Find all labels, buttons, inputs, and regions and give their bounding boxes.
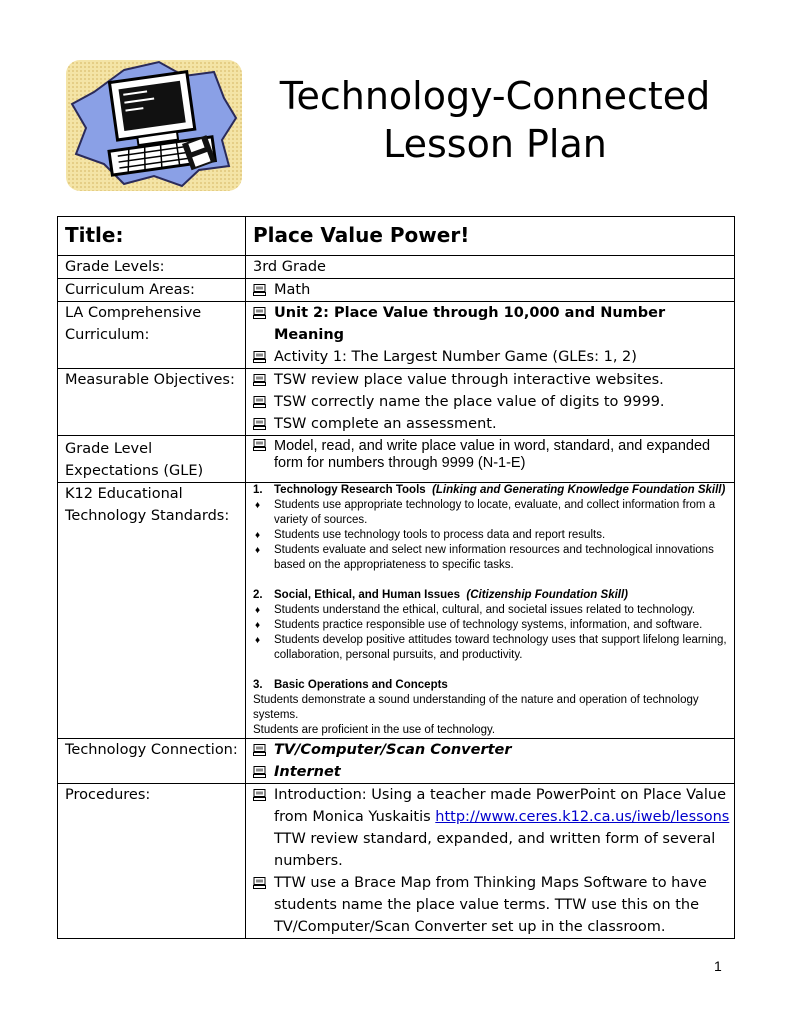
procedure-1-text-cont: TTW review standard, expanded, and written form of several numbers. xyxy=(274,831,716,869)
la-item-2: Activity 1: The Largest Number Game (GLEs: 1, 2) xyxy=(274,349,637,365)
standard-title: Technology Research Tools xyxy=(274,484,426,496)
title-line-1: Technology-Connected xyxy=(279,74,711,118)
gle-value: Model, read, and write place value in word, standard, and expanded form for numbers through 9999 (N-1-E) xyxy=(274,438,711,471)
lesson-plan-table xyxy=(57,216,735,939)
computer-bullet-icon xyxy=(253,744,266,756)
tech-item-2: Internet xyxy=(274,764,341,780)
diamond-bullet-icon: ♦ xyxy=(255,500,261,511)
standard-title: Social, Ethical, and Human Issues xyxy=(274,589,460,601)
grade-row xyxy=(58,256,735,279)
gle-label-line1: Grade Level xyxy=(65,441,153,457)
computer-bullet-icon xyxy=(253,351,266,363)
list-item xyxy=(253,279,730,301)
la-row xyxy=(58,302,735,369)
list-item xyxy=(253,302,730,346)
list-item xyxy=(253,391,730,413)
computer-bullet-icon xyxy=(253,439,266,451)
tech-label: Technology Connection: xyxy=(65,742,238,758)
list-item xyxy=(253,346,730,368)
standard-item: Students evaluate and select new information resources and technological innovations based on the appropriateness to specific tasks. xyxy=(274,544,714,571)
curriculum-value: Math xyxy=(274,282,311,298)
la-item-1: Unit 2: Place Value through 10,000 and Number Meaning xyxy=(274,305,666,343)
list-item xyxy=(253,603,730,618)
list-item xyxy=(253,761,730,783)
list-item xyxy=(253,618,730,633)
computer-bullet-icon xyxy=(253,877,266,889)
list-item xyxy=(253,413,730,435)
gle-row xyxy=(58,436,735,483)
tech-item-1: TV/Computer/Scan Converter xyxy=(274,742,512,758)
grade-label: Grade Levels: xyxy=(65,259,165,275)
k12-label-line2: Technology Standards: xyxy=(65,508,230,524)
standard-heading-2 xyxy=(253,588,730,603)
tech-row xyxy=(58,739,735,784)
list-item xyxy=(253,739,730,761)
diamond-bullet-icon: ♦ xyxy=(255,530,261,541)
diamond-bullet-icon: ♦ xyxy=(255,605,261,616)
standard-number: 2. xyxy=(253,589,263,601)
list-item xyxy=(253,369,730,391)
computer-bullet-icon xyxy=(253,284,266,296)
computer-bullet-icon xyxy=(253,766,266,778)
standard-skill: (Linking and Generating Knowledge Foundation Skill) xyxy=(432,484,726,496)
procedures-label: Procedures: xyxy=(65,787,151,803)
la-label-line1: LA Comprehensive xyxy=(65,305,202,321)
k12-row xyxy=(58,483,735,739)
list-item xyxy=(253,543,730,573)
computer-bullet-icon xyxy=(253,396,266,408)
standard-item: Students understand the ethical, cultural, and societal issues related to technology. xyxy=(274,604,696,616)
title-line-2: Lesson Plan xyxy=(383,122,607,166)
standard-item: Students develop positive attitudes toward technology uses that support lifelong learning, collaboration, personal pursuits, and productivity. xyxy=(274,634,727,661)
standard-heading-3 xyxy=(253,678,730,693)
diamond-bullet-icon: ♦ xyxy=(255,620,261,631)
k12-label-line1: K12 Educational xyxy=(65,486,183,502)
list-item xyxy=(253,436,730,478)
diamond-bullet-icon: ♦ xyxy=(255,635,261,646)
diamond-bullet-icon: ♦ xyxy=(255,545,261,556)
list-item xyxy=(253,633,730,663)
computer-bullet-icon xyxy=(253,789,266,801)
standard-title: Basic Operations and Concepts xyxy=(274,679,448,691)
standard-heading-1 xyxy=(253,483,730,498)
procedure-2-text: TTW use a Brace Map from Thinking Maps Software to have students name the place value terms. TTW use this on the TV/Computer/Scan Converter set up in the classroom. xyxy=(274,875,707,935)
objective-2: TSW correctly name the place value of digits to 9999. xyxy=(274,394,665,410)
standard-text: Students demonstrate a sound understanding of the nature and operation of technology systems. xyxy=(253,694,699,721)
standards-cell xyxy=(246,483,735,739)
standard-text: Students are proficient in the use of technology. xyxy=(253,724,496,736)
standard-item: Students practice responsible use of technology systems, information, and software. xyxy=(274,619,703,631)
objective-1: TSW review place value through interactive websites. xyxy=(274,372,664,388)
title-row xyxy=(58,217,735,256)
standard-number: 3. xyxy=(253,679,263,691)
computer-clipart xyxy=(64,58,244,193)
title-value: Place Value Power! xyxy=(253,223,470,247)
standard-item: Students use technology tools to process data and report results. xyxy=(274,529,606,541)
list-item xyxy=(253,528,730,543)
curriculum-row xyxy=(58,279,735,302)
lessons-link[interactable]: http://www.ceres.k12.ca.us/iweb/lessons xyxy=(435,809,730,825)
page-number: 1 xyxy=(714,958,722,974)
computer-bullet-icon xyxy=(253,307,266,319)
procedures-row xyxy=(58,784,735,939)
page-title xyxy=(270,72,720,168)
standard-item: Students use appropriate technology to locate, evaluate, and collect information from a variety of sources. xyxy=(274,499,716,526)
list-item xyxy=(253,872,730,938)
objectives-row xyxy=(58,369,735,436)
grade-value: 3rd Grade xyxy=(253,259,326,275)
procedure-1-text: Introduction: Using a teacher made PowerPoint on Place Value from Monica Yuskaitis xyxy=(274,787,726,825)
list-item xyxy=(253,498,730,528)
title-label: Title: xyxy=(65,223,124,247)
computer-bullet-icon xyxy=(253,418,266,430)
standard-skill: (Citizenship Foundation Skill) xyxy=(466,589,629,601)
gle-label-line2: Expectations (GLE) xyxy=(65,463,204,479)
computer-bullet-icon xyxy=(253,374,266,386)
list-item xyxy=(253,784,730,872)
curriculum-label: Curriculum Areas: xyxy=(65,282,195,298)
standard-number: 1. xyxy=(253,484,263,496)
objectives-label: Measurable Objectives: xyxy=(65,372,235,388)
la-label-line2: Curriculum: xyxy=(65,327,150,343)
objective-3: TSW complete an assessment. xyxy=(274,416,497,432)
